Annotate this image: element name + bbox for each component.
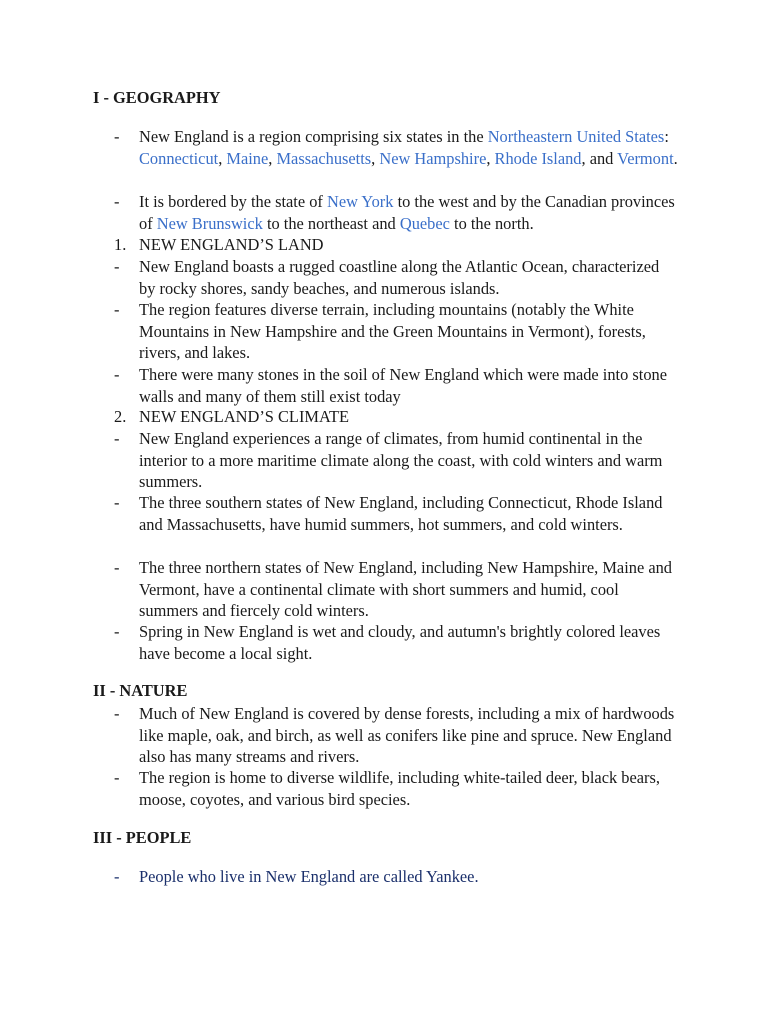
- link-rhode-island[interactable]: Rhode Island: [494, 148, 582, 168]
- item-text: Much of New England is covered by dense forests, including a mix of hardwoods like maple, oak, and birch, as well as conifers like pine and spruce. New England also has many streams and rivers.: [139, 704, 675, 767]
- bullet-marker: -: [114, 365, 120, 384]
- numbered-item-land: [114, 234, 679, 256]
- bullet-marker: -: [114, 127, 120, 146]
- item-text: to the north.: [449, 213, 534, 233]
- list-item: [114, 767, 679, 810]
- list-item: [114, 191, 679, 234]
- number-marker: 2.: [114, 407, 127, 426]
- item-text: The region features diverse terrain, including mountains (notably the White Mountains in New Hampshire and the Green Mountains in Vermont), forests, rivers, and lakes.: [139, 300, 646, 363]
- list-item: [114, 428, 679, 493]
- bullet-marker: -: [114, 558, 120, 577]
- link-quebec[interactable]: Quebec: [399, 213, 450, 233]
- list-item: [114, 866, 679, 888]
- item-text: ,: [371, 148, 380, 168]
- item-text: .: [673, 148, 678, 168]
- item-text: to the west and by the Canadian provinces of: [139, 192, 675, 233]
- link-massachusetts[interactable]: Massachusetts: [276, 148, 372, 168]
- link-northeastern-united-states[interactable]: Northeastern United States: [487, 127, 665, 146]
- link-new-brunswick[interactable]: New Brunswick: [156, 213, 263, 233]
- bullet-marker: -: [114, 257, 120, 276]
- section-heading-geography: I - GEOGRAPHY: [93, 88, 221, 107]
- list-item: [114, 364, 679, 407]
- list-item: [114, 299, 679, 364]
- item-text: ,: [486, 148, 495, 168]
- item-text: There were many stones in the soil of New England which were made into stone walls and many of them still exist today: [139, 365, 667, 406]
- link-connecticut[interactable]: Connecticut: [139, 148, 219, 168]
- item-text: The three southern states of New England, including Connecticut, Rhode Island and Massachusetts, have humid summers, hot summers, and cold winters.: [139, 493, 663, 534]
- item-text: , and: [581, 148, 618, 168]
- item-text: People who live in New England are called Yankee.: [139, 867, 479, 886]
- item-text: New England is a region comprising six states in the: [139, 127, 488, 146]
- bullet-marker: -: [114, 300, 120, 319]
- subsection-title: NEW ENGLAND’S LAND: [139, 235, 324, 254]
- item-text: to the northeast and: [262, 213, 400, 233]
- bullet-marker: -: [114, 429, 120, 448]
- bullet-marker: -: [114, 867, 120, 886]
- number-marker: 1.: [114, 235, 127, 254]
- item-text: ,: [268, 148, 277, 168]
- list-item: [114, 126, 679, 169]
- subsection-title: NEW ENGLAND’S CLIMATE: [139, 407, 350, 426]
- link-new-york[interactable]: New York: [326, 192, 394, 211]
- item-text: New England experiences a range of climates, from humid continental in the interior to a more maritime climate along the coast, with cold winters and warm summers.: [139, 429, 663, 492]
- list-item: [114, 256, 679, 299]
- bullet-marker: -: [114, 192, 120, 211]
- list-item: [114, 621, 679, 664]
- bullet-marker: -: [114, 768, 120, 787]
- item-text: Spring in New England is wet and cloudy, and autumn's brightly colored leaves have become a local sight.: [139, 622, 661, 663]
- bullet-marker: -: [114, 704, 120, 723]
- link-new-hampshire[interactable]: New Hampshire: [379, 148, 487, 168]
- bullet-marker: -: [114, 493, 120, 512]
- list-item: [114, 703, 679, 768]
- section-heading-people: III - PEOPLE: [93, 828, 192, 847]
- section-heading-nature: II - NATURE: [93, 681, 188, 700]
- bullet-marker: -: [114, 622, 120, 641]
- numbered-item-climate: [114, 406, 679, 428]
- item-text: New England boasts a rugged coastline along the Atlantic Ocean, characterized by rocky shores, sandy beaches, and numerous islands.: [139, 257, 660, 298]
- item-text: :: [664, 127, 669, 146]
- item-text: ,: [218, 148, 227, 168]
- link-vermont[interactable]: Vermont: [617, 148, 674, 168]
- list-item: [114, 557, 679, 622]
- item-text: The three northern states of New England, including New Hampshire, Maine and Vermont, have a continental climate with short summers and humid, cool summers and fiercely cold winters.: [139, 558, 672, 621]
- link-maine[interactable]: Maine: [226, 148, 269, 168]
- item-text: It is bordered by the state of: [139, 192, 327, 211]
- list-item: [114, 492, 679, 535]
- item-text: The region is home to diverse wildlife, including white-tailed deer, black bears, moose, coyotes, and various bird species.: [139, 768, 660, 809]
